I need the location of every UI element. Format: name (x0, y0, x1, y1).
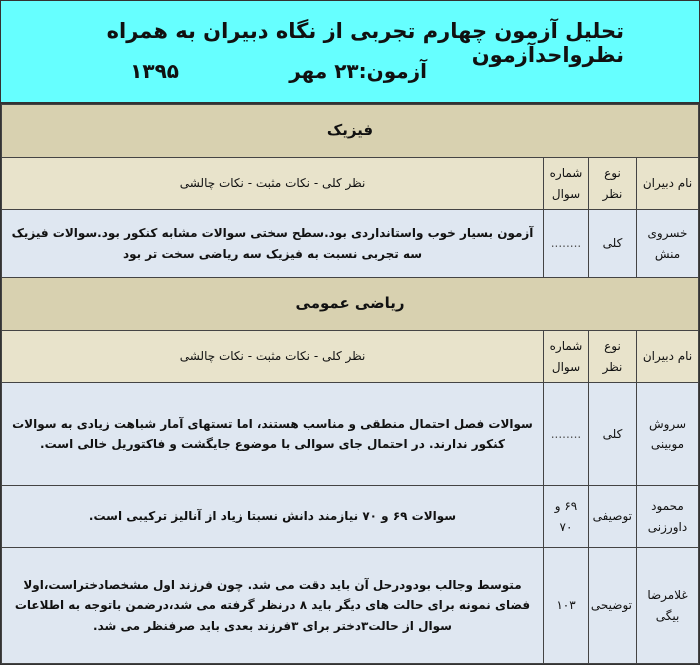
col-type: نوع نظر (589, 331, 637, 383)
table-row (2, 548, 699, 664)
col-type: نوع نظر (589, 158, 637, 210)
col-comment: نظر کلی - نکات مثبت - نکات چالشی (2, 158, 544, 210)
question-number: ........ (544, 383, 589, 486)
col-qnum: شماره سوال (544, 158, 589, 210)
review-type: کلی (589, 383, 637, 486)
question-number: ۱۰۳ (544, 548, 589, 664)
comment: آزمون بسیار خوب واستانداردی بود.سطح سختی سوالات مشابه کنکور بود.سوالات فیزیک سه تجربی نسبت به فیزیک سه ریاضی سخت تر بود (2, 210, 544, 278)
column-header-row (2, 331, 699, 383)
question-number: ۶۹ و ۷۰ (544, 486, 589, 548)
review-type: توصیفی (589, 486, 637, 548)
table-row (2, 210, 699, 278)
exam-date: آزمون:۲۳ مهر (289, 59, 427, 83)
section-title: ریاضی عمومی (2, 278, 699, 331)
section-header (2, 278, 699, 331)
comment: سوالات فصل احتمال منطقی و مناسب هستند، اما تستهای آمار شباهت زیادی به سوالات کنکور ندارند. در احتمال جای سوالی با موضوع جایگشت و فاکتوریل خالی است. (2, 383, 544, 486)
column-header-row (2, 158, 699, 210)
comment: سوالات ۶۹ و ۷۰ نیازمند دانش نسبتا زیاد از آنالیز ترکیبی است. (2, 486, 544, 548)
exam-year: ۱۳۹۵ (130, 59, 179, 83)
title-banner (1, 1, 699, 104)
section-header (2, 105, 699, 158)
review-type: کلی (589, 210, 637, 278)
review-table (1, 104, 699, 664)
col-comment: نظر کلی - نکات مثبت - نکات چالشی (2, 331, 544, 383)
section-title: فیزیک (2, 105, 699, 158)
table-row (2, 383, 699, 486)
teacher-name: محمود داورزنی (637, 486, 699, 548)
col-name: نام دبیران (637, 158, 699, 210)
teacher-name: غلامرضا بیگی (637, 548, 699, 664)
col-name: نام دبیران (637, 331, 699, 383)
comment: متوسط وجالب بودودرحل آن باید دقت می شد. چون فرزند اول مشخصادختراست،اولا فضای نمونه برای حالت های دیگر باید ۸ درنظر گرفته می شد،درضمن باتوجه به اطلاعات سوال از حالت۳دختر برای ۳فرزند بعدی باید صرفنظر می شد. (2, 548, 544, 664)
teacher-name: خسروی منش (637, 210, 699, 278)
col-qnum: شماره سوال (544, 331, 589, 383)
page-title: تحلیل آزمون چهارم تجربی از نگاه دبیران به همراه نظرواحدآزمون (106, 19, 624, 67)
table-row (2, 486, 699, 548)
question-number: ........ (544, 210, 589, 278)
teacher-name: سروش موبینی (637, 383, 699, 486)
review-type: توضیحی (589, 548, 637, 664)
